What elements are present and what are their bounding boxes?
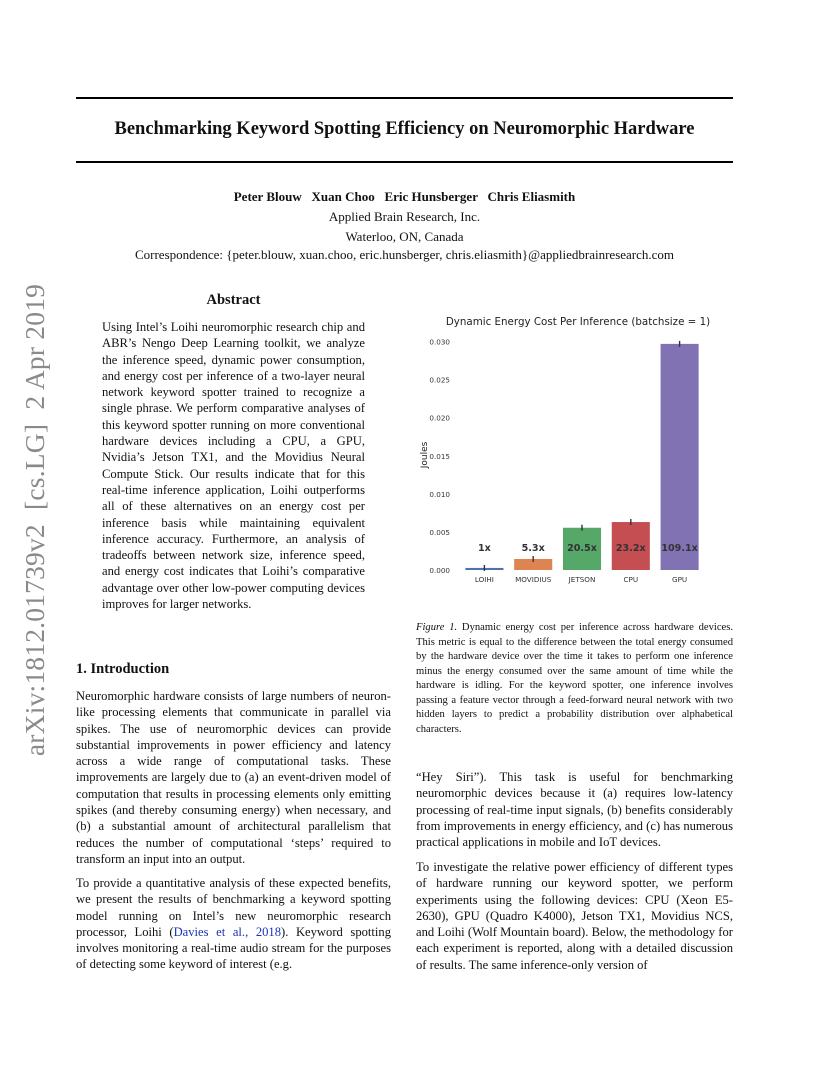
author-list: Peter Blouw Xuan Choo Eric Hunsberger Chris Eliasmith xyxy=(233,189,576,204)
paper-title: Benchmarking Keyword Spotting Efficiency on Neuromorphic Hardware xyxy=(114,119,695,139)
y-axis-label: Joules xyxy=(420,441,430,469)
location: Waterloo, ON, Canada xyxy=(345,229,464,244)
abstract-text: Using Intel’s Loihi neuromorphic research chip and ABR’s Nengo Deep Learning toolkit, we analyze the inference speed, dynamic power consumption, and energy cost per inference of a two-layer neural network keyword spotter trained to recognize a single phrase. We perform comparative analyses of this keyword spotter running on more conventional hardware devices including a CPU, a GPU, Nvidia’s Jetson TX1, and the Movidius Neural Compute Stick. Our results indicate that for this real-time inference application, Loihi outperforms all of these alternatives on an energy cost per inference basis while maintaining equivalent inference accuracy. Furthermore, an analysis of tradeoffs between network size, inference speed, and energy cost indicates that Loihi’s comparative advantage over other low-power computing devices improves for larger networks. xyxy=(102,320,365,612)
y-axis-ticks xyxy=(429,338,450,575)
bar-data-label: 109.1x xyxy=(661,543,698,554)
y-tick-label: 0.010 xyxy=(429,489,450,499)
chart-title: Dynamic Energy Cost Per Inference (batchsize = 1) xyxy=(445,316,711,328)
right-paragraph-1: “Hey Siri”). This task is useful for benchmarking neuromorphic devices because it (a) requires low-latency processing of real-time input signals, (b) benefits considerably from improvements in energy efficiency, and (c) has numerous practical applications in mobile and IoT devices. xyxy=(416,770,733,850)
x-tick-label: CPU xyxy=(623,575,639,584)
abstract-heading: Abstract xyxy=(206,292,261,308)
affiliation: Applied Brain Research, Inc. xyxy=(328,209,481,224)
citation-link[interactable]: Davies et al., 2018 xyxy=(173,924,282,939)
y-tick-label: 0.005 xyxy=(429,527,450,537)
y-tick-label: 0.015 xyxy=(429,451,450,461)
intro-paragraph-1: Neuromorphic hardware consists of large numbers of neuron-like processing elements that communicate in parallel via spikes. The use of neuromorphic devices can provide substantial improvements in power efficiency and latency across a wide range of computational tasks. These improvements are largely due to (a) an event-driven model of computation that results in processing elements only emitting spikes (and thereby consuming energy) when necessary, and (b) a substantial amount of architectural parallelism that reduces the number of computational ‘steps’ required to transform an input into an output. xyxy=(76,689,391,866)
figure-caption-text: Dynamic energy cost per inference across hardware devices. This metric is equal to the difference between the total energy consumed by the hardware device over the time it takes to perform one inference minus the energy consumed over the same amount of time while the hardware is idling. For the keyword spotter, one inference involves passing a feature vector through a feed-forward neural network with two hidden layers to predict a probability distribution over alphabetical characters. xyxy=(416,622,733,735)
figure-label: Figure 1. xyxy=(416,622,458,633)
intro-paragraph-2-text-a: To provide a quantitative analysis of these expected benefits, we present the results of benchmarking a keyword spotting model running on Intel’s new neuromorphic research processor, Loihi ( xyxy=(76,876,391,939)
title-top-rule xyxy=(76,97,733,99)
bar-data-label: 20.5x xyxy=(567,543,597,554)
bar-series xyxy=(465,341,698,571)
x-tick-label: LOIHI xyxy=(474,575,494,584)
energy-bar-chart xyxy=(408,310,713,600)
intro-paragraph-2-text-b: ). Keyword spotting involves monitoring a real-time audio stream for the purposes of detecting some keyword of interest (e.g. xyxy=(76,924,392,972)
title-bottom-rule xyxy=(76,161,733,163)
y-tick-label: 0.000 xyxy=(429,566,450,575)
section-heading-introduction: 1. Introduction xyxy=(76,661,170,677)
y-tick-label: 0.020 xyxy=(429,413,450,423)
right-paragraph-2: To investigate the relative power efficiency of different types of hardware running our keyword spotter, we perform experiments using the following devices: CPU (Xeon E5-2630), GPU (Quadro K4000), Jetson TX1, Movidius NCS, and Loihi (Wolf Mountain board). Below, the methodology for each experiment is reported, along with a detailed discussion of results. The same inference-only version of xyxy=(416,860,733,972)
y-tick-label: 0.030 xyxy=(429,337,450,347)
bar-data-label: 5.3x xyxy=(521,543,545,554)
bar-data-label: 23.2x xyxy=(615,543,646,554)
y-tick-label: 0.025 xyxy=(429,375,450,385)
figure-caption xyxy=(416,621,733,737)
bar-gpu xyxy=(661,344,699,570)
arxiv-stamp: arXiv:1812.01739v2 [cs.LG] 2 Apr 2019 xyxy=(19,283,50,757)
correspondence: Correspondence: {peter.blouw, xuan.choo, eric.hunsberger, chris.eliasmith}@appliedbrainresearch.com xyxy=(134,247,675,262)
x-axis-ticks xyxy=(475,575,687,584)
x-tick-label: GPU xyxy=(672,575,688,584)
x-tick-label: JETSON xyxy=(568,575,596,584)
intro-paragraph-2 xyxy=(76,875,391,973)
bar-data-label: 1x xyxy=(477,543,491,554)
x-tick-label: MOVIDIUS xyxy=(515,575,552,584)
